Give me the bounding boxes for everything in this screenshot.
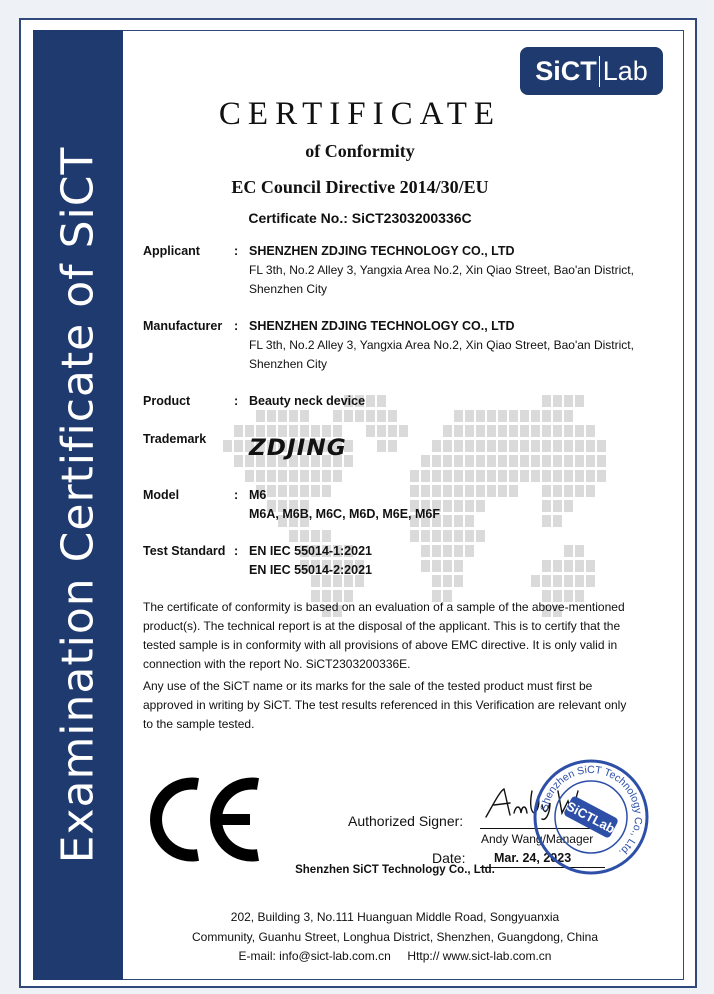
manufacturer-address-line2: Shenzhen City: [249, 357, 328, 371]
model-colon: :: [234, 488, 239, 502]
map-cell: [476, 440, 485, 452]
map-cell: [421, 545, 430, 557]
applicant-address-line1: FL 3th, No.2 Alley 3, Yangxia Area No.2, Xin Qiao Street, Bao'an District,: [249, 263, 634, 277]
map-cell: [498, 485, 507, 497]
map-cell: [531, 575, 540, 587]
conformity-paragraph-line2: product(s). The technical report is at the disposal of the applicant. This is to certify that the: [143, 619, 621, 633]
map-cell: [465, 500, 474, 512]
map-cell: [509, 410, 518, 422]
map-cell: [443, 425, 452, 437]
map-cell: [454, 440, 463, 452]
map-cell: [234, 455, 243, 467]
map-cell: [267, 485, 276, 497]
map-cell: [487, 485, 496, 497]
map-cell: [531, 425, 540, 437]
usage-paragraph-line3: to the sample tested.: [143, 717, 255, 731]
footer-address-line1: 202, Building 3, No.111 Huanguan Middle Road, Songyuanxia: [230, 910, 560, 924]
signer-name: Andy Wang/Manager: [481, 832, 594, 846]
map-cell: [311, 530, 320, 542]
map-cell: [476, 485, 485, 497]
map-cell: [586, 470, 595, 482]
map-cell: [432, 470, 441, 482]
map-cell: [421, 455, 430, 467]
map-cell: [542, 485, 551, 497]
map-cell: [267, 410, 276, 422]
map-cell: [443, 500, 452, 512]
map-cell: [432, 560, 441, 572]
map-cell: [542, 440, 551, 452]
map-cell: [432, 575, 441, 587]
map-cell: [443, 530, 452, 542]
map-cell: [300, 470, 309, 482]
map-cell: [465, 440, 474, 452]
map-cell: [465, 410, 474, 422]
map-cell: [586, 560, 595, 572]
map-cell: [465, 530, 474, 542]
map-cell: [520, 425, 529, 437]
trademark-label: Trademark: [143, 432, 207, 446]
map-cell: [597, 440, 606, 452]
map-cell: [564, 560, 573, 572]
logo-suffix: Lab: [599, 56, 648, 87]
directive: EC Council Directive 2014/30/EU: [231, 177, 489, 197]
certificate-subtitle: of Conformity: [305, 141, 415, 161]
map-cell: [575, 470, 584, 482]
map-cell: [234, 440, 243, 452]
map-cell: [476, 470, 485, 482]
map-cell: [531, 470, 540, 482]
map-cell: [476, 500, 485, 512]
manufacturer-label: Manufacturer: [143, 319, 223, 333]
map-cell: [487, 410, 496, 422]
map-cell: [476, 455, 485, 467]
map-cell: [443, 470, 452, 482]
map-cell: [531, 410, 540, 422]
company-seal-stamp: [532, 758, 650, 876]
map-cell: [465, 485, 474, 497]
map-cell: [388, 425, 397, 437]
map-cell: [465, 455, 474, 467]
map-cell: [553, 395, 562, 407]
map-cell: [256, 470, 265, 482]
usage-paragraph-line1: Any use of the SiCT name or its marks for the sale of the tested product must first be: [143, 679, 593, 693]
certificate-number: Certificate No.: SiCT2303200336C: [248, 210, 472, 226]
model-value: M6: [249, 488, 267, 502]
map-cell: [553, 575, 562, 587]
side-banner-text: Examination Certificate of SiCT: [52, 146, 104, 864]
map-cell: [377, 395, 386, 407]
map-cell: [498, 470, 507, 482]
sict-lab-logo: [520, 47, 663, 95]
map-cell: [377, 410, 386, 422]
map-cell: [300, 485, 309, 497]
test-standard-value1: EN IEC 55014-1:2021: [249, 544, 372, 558]
map-cell: [322, 470, 331, 482]
map-cell: [564, 545, 573, 557]
map-cell: [289, 530, 298, 542]
map-cell: [487, 455, 496, 467]
map-cell: [520, 455, 529, 467]
conformity-paragraph-line4: connection with the report No. SiCT2303200336E.: [143, 657, 411, 671]
map-cell: [454, 485, 463, 497]
trademark-logo: ZDJING: [249, 436, 347, 461]
map-cell: [476, 425, 485, 437]
map-cell: [465, 470, 474, 482]
applicant-name: SHENZHEN ZDJING TECHNOLOGY CO., LTD: [249, 244, 515, 258]
test-standard-colon: :: [234, 544, 239, 558]
map-cell: [366, 410, 375, 422]
map-cell: [454, 515, 463, 527]
map-cell: [487, 425, 496, 437]
applicant-colon: :: [234, 244, 239, 258]
map-cell: [432, 530, 441, 542]
map-cell: [443, 515, 452, 527]
map-cell: [322, 485, 331, 497]
map-cell: [509, 485, 518, 497]
map-cell: [597, 455, 606, 467]
map-cell: [366, 395, 375, 407]
map-cell: [520, 470, 529, 482]
map-cell: [432, 485, 441, 497]
map-cell: [421, 470, 430, 482]
map-cell: [476, 410, 485, 422]
map-cell: [300, 410, 309, 422]
map-cell: [575, 485, 584, 497]
map-cell: [498, 455, 507, 467]
map-cell: [454, 455, 463, 467]
map-cell: [421, 560, 430, 572]
manufacturer-colon: :: [234, 319, 239, 333]
map-cell: [564, 575, 573, 587]
svg-text:SiCTLab: SiCTLab: [563, 798, 618, 837]
map-cell: [234, 425, 243, 437]
map-cell: [509, 425, 518, 437]
map-cell: [454, 560, 463, 572]
manufacturer-name: SHENZHEN ZDJING TECHNOLOGY CO., LTD: [249, 319, 515, 333]
map-cell: [564, 470, 573, 482]
map-cell: [575, 545, 584, 557]
map-cell: [388, 440, 397, 452]
map-cell: [542, 410, 551, 422]
map-cell: [443, 440, 452, 452]
map-cell: [575, 425, 584, 437]
map-cell: [421, 530, 430, 542]
map-cell: [322, 530, 331, 542]
map-cell: [454, 500, 463, 512]
map-cell: [542, 500, 551, 512]
map-cell: [399, 425, 408, 437]
map-cell: [586, 425, 595, 437]
product-label: Product: [143, 394, 191, 408]
map-cell: [553, 485, 562, 497]
map-cell: [443, 560, 452, 572]
map-cell: [564, 455, 573, 467]
map-cell: [542, 560, 551, 572]
map-cell: [454, 530, 463, 542]
usage-paragraph-line2: approved in writing by SiCT. The test results referenced in this Verification are relevant only: [143, 698, 627, 712]
product-value: Beauty neck device: [249, 394, 366, 408]
map-cell: [454, 545, 463, 557]
map-cell: [553, 515, 562, 527]
map-cell: [432, 440, 441, 452]
map-cell: [586, 455, 595, 467]
footer-website: Http:// www.sict-lab.com.cn: [407, 949, 552, 963]
date-value: Mar. 24, 2023: [494, 851, 572, 865]
map-cell: [542, 470, 551, 482]
map-cell: [410, 485, 419, 497]
ce-mark-icon: [150, 772, 270, 867]
map-cell: [443, 485, 452, 497]
map-cell: [432, 545, 441, 557]
map-cell: [465, 515, 474, 527]
applicant-label: Applicant: [143, 244, 200, 258]
map-cell: [256, 410, 265, 422]
map-cell: [432, 455, 441, 467]
map-cell: [542, 575, 551, 587]
map-cell: [553, 560, 562, 572]
authorized-signer-label: Authorized Signer:: [348, 813, 464, 829]
map-cell: [300, 530, 309, 542]
map-cell: [564, 500, 573, 512]
map-cell: [564, 440, 573, 452]
map-cell: [564, 410, 573, 422]
model-variants: M6A, M6B, M6C, M6D, M6E, M6F: [249, 507, 440, 521]
map-cell: [454, 575, 463, 587]
map-cell: [520, 410, 529, 422]
map-cell: [553, 440, 562, 452]
map-cell: [333, 410, 342, 422]
map-cell: [498, 440, 507, 452]
map-cell: [542, 455, 551, 467]
map-cell: [476, 530, 485, 542]
map-cell: [344, 410, 353, 422]
map-cell: [542, 425, 551, 437]
map-cell: [553, 470, 562, 482]
map-cell: [465, 425, 474, 437]
map-cell: [498, 425, 507, 437]
map-cell: [465, 545, 474, 557]
map-cell: [278, 410, 287, 422]
map-cell: [289, 470, 298, 482]
map-cell: [542, 395, 551, 407]
map-cell: [553, 410, 562, 422]
map-cell: [575, 455, 584, 467]
map-cell: [564, 395, 573, 407]
map-cell: [311, 470, 320, 482]
map-cell: [454, 410, 463, 422]
map-cell: [553, 500, 562, 512]
map-cell: [377, 440, 386, 452]
map-cell: [333, 470, 342, 482]
map-cell: [289, 485, 298, 497]
map-cell: [586, 575, 595, 587]
footer-address-line2: Community, Guanhu Street, Longhua District, Shenzhen, Guangdong, China: [191, 930, 599, 944]
map-cell: [487, 470, 496, 482]
applicant-address-line2: Shenzhen City: [249, 282, 328, 296]
date-label: Date:: [432, 850, 466, 866]
map-cell: [366, 425, 375, 437]
map-cell: [454, 425, 463, 437]
model-label: Model: [143, 488, 180, 502]
map-cell: [520, 440, 529, 452]
map-cell: [443, 455, 452, 467]
manufacturer-address-line1: FL 3th, No.2 Alley 3, Yangxia Area No.2, Xin Qiao Street, Bao'an District,: [249, 338, 634, 352]
map-cell: [575, 575, 584, 587]
map-cell: [509, 470, 518, 482]
logo-brand: SiCT: [535, 55, 597, 86]
map-cell: [553, 455, 562, 467]
map-cell: [597, 470, 606, 482]
map-cell: [564, 485, 573, 497]
map-cell: [531, 440, 540, 452]
map-cell: [575, 440, 584, 452]
map-cell: [454, 470, 463, 482]
map-cell: [377, 425, 386, 437]
map-cell: [586, 440, 595, 452]
map-cell: [575, 560, 584, 572]
map-cell: [278, 470, 287, 482]
map-cell: [410, 530, 419, 542]
map-cell: [355, 410, 364, 422]
map-cell: [443, 545, 452, 557]
footer-email: E-mail: info@sict-lab.com.cn: [238, 949, 391, 963]
map-cell: [586, 485, 595, 497]
map-cell: [487, 440, 496, 452]
footer-company: Shenzhen SiCT Technology Co., Ltd.: [295, 864, 495, 876]
map-cell: [443, 575, 452, 587]
map-cell: [509, 440, 518, 452]
map-cell: [267, 470, 276, 482]
map-cell: [421, 485, 430, 497]
test-standard-value2: EN IEC 55014-2:2021: [249, 563, 372, 577]
map-cell: [542, 515, 551, 527]
conformity-paragraph-line3: tested sample is in conformity with all provisions of above EMC directive. It is only valid in: [143, 638, 618, 652]
footer-contact: [130, 949, 660, 963]
svg-text:Shenzhen SiCT Technology Co.,: Shenzhen SiCT Technology Co., Ltd.: [538, 763, 645, 859]
map-cell: [410, 470, 419, 482]
map-cell: [223, 440, 232, 452]
map-cell: [278, 485, 287, 497]
map-cell: [564, 425, 573, 437]
map-cell: [553, 425, 562, 437]
conformity-paragraph-line1: The certificate of conformity is based on an evaluation of a sample of the above-mentioned: [143, 600, 625, 614]
map-cell: [509, 455, 518, 467]
map-cell: [289, 410, 298, 422]
map-cell: [388, 410, 397, 422]
map-cell: [575, 395, 584, 407]
map-cell: [531, 455, 540, 467]
product-colon: :: [234, 394, 239, 408]
map-cell: [245, 470, 254, 482]
certificate-title: CERTIFICATE: [218, 96, 502, 132]
map-cell: [498, 410, 507, 422]
map-cell: [311, 485, 320, 497]
test-standard-label: Test Standard: [143, 544, 226, 558]
